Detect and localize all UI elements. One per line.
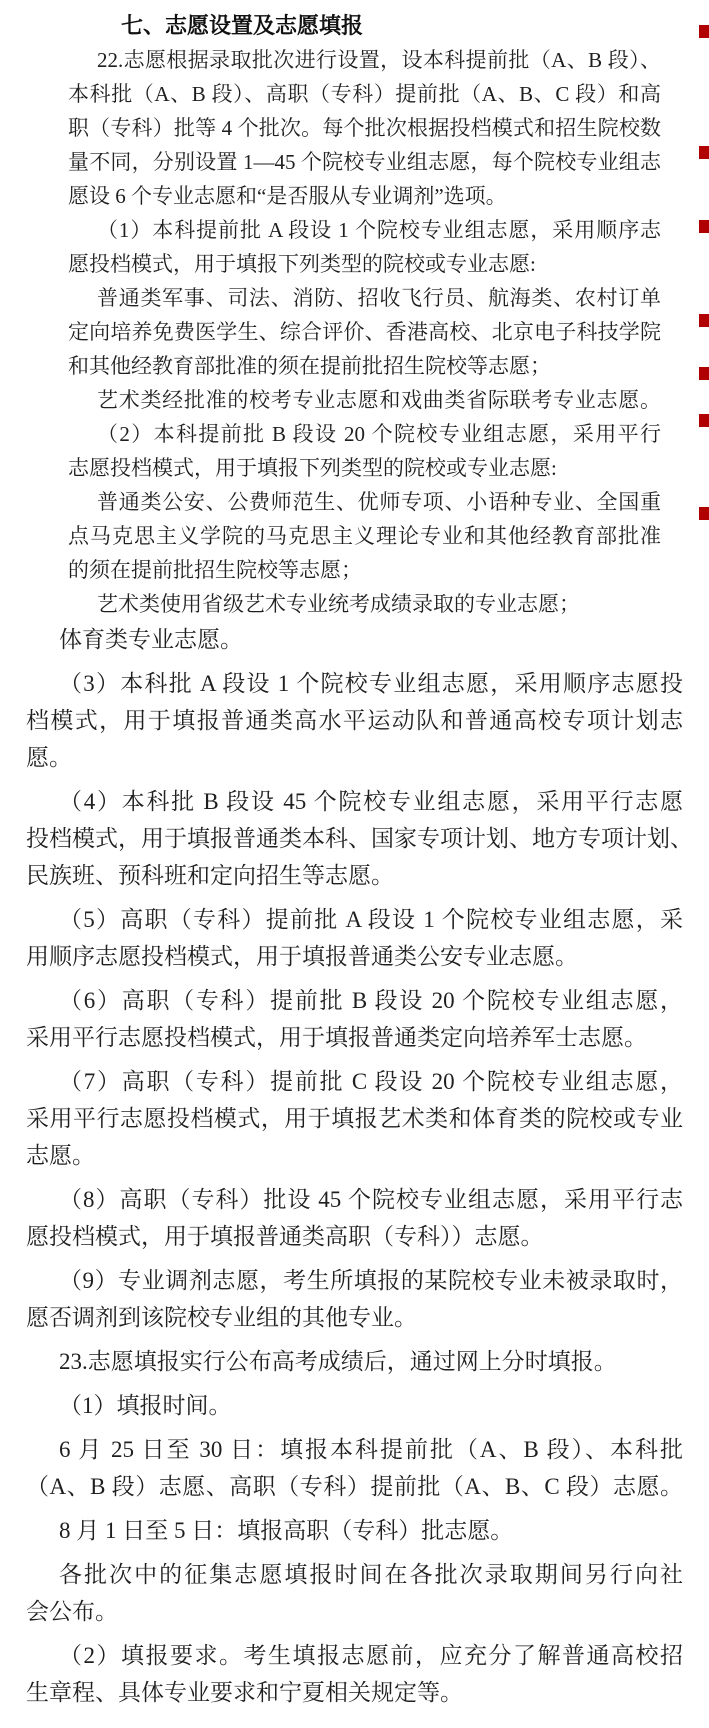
text-line: （4）本科批 B 段设 45 个院校专业组志愿，采用平行志愿 — [59, 789, 683, 814]
paragraph — [26, 1262, 683, 1336]
text-line: （5）高职（专科）提前批 A 段设 1 个院校专业组志愿，采 — [59, 907, 683, 932]
paragraph — [26, 901, 683, 975]
text-line: （A、B 段）志愿、高职（专科）提前批（A、B、C 段）志愿。 — [26, 1474, 683, 1499]
red-edge-mark — [699, 314, 709, 327]
paragraph — [26, 1431, 683, 1505]
text-line: 志愿。 — [26, 1143, 95, 1168]
red-edge-mark — [699, 146, 709, 159]
text-line: 艺术类使用省级艺术专业统考成绩录取的专业志愿； — [97, 592, 580, 616]
text-line: （8）高职（专科）批设 45 个院校专业组志愿，采用平行志 — [59, 1187, 683, 1212]
paragraph — [26, 1556, 683, 1630]
text-line: 采用平行志愿投档模式，用于填报普通类定向培养军士志愿。 — [26, 1025, 647, 1050]
red-edge-mark — [699, 414, 709, 427]
text-line: 定向培养免费医学生、综合评价、香港高校、北京电子科技学院 — [68, 320, 661, 344]
red-edge-mark — [699, 507, 709, 520]
text-line: 和其他经教育部批准的须在提前批招生院校等志愿； — [68, 354, 551, 378]
paragraph — [26, 783, 693, 894]
red-edge-mark — [699, 220, 709, 233]
section-heading: 七、志愿设置及志愿填报 — [121, 13, 364, 38]
text-line: 投档模式，用于填报普通类本科、国家专项计划、地方专项计划、 — [26, 826, 693, 851]
text-line: （2）本科提前批 B 段设 20 个院校专业组志愿，采用平行 — [97, 422, 661, 446]
paragraph — [26, 621, 683, 658]
paragraph — [26, 1181, 683, 1255]
section-lower-large-text — [26, 621, 693, 1711]
text-line: 会公布。 — [26, 1599, 118, 1624]
text-line: 6 月 25 日至 30 日：填报本科提前批（A、B 段）、本科批 — [59, 1437, 683, 1462]
text-line: 用顺序志愿投档模式，用于填报普通类公安专业志愿。 — [26, 944, 578, 969]
red-edge-mark — [699, 367, 709, 380]
text-line: （6）高职（专科）提前批 B 段设 20 个院校专业组志愿， — [59, 988, 683, 1013]
text-line: 23.志愿填报实行公布高考成绩后，通过网上分时填报。 — [59, 1349, 617, 1374]
text-line: （9）专业调剂志愿，考生所填报的某院校专业未被录取时， — [59, 1268, 683, 1293]
text-line: 愿。 — [26, 745, 72, 770]
upper-lines — [68, 43, 661, 621]
text-line: （7）高职（专科）提前批 C 段设 20 个院校专业组志愿， — [59, 1069, 683, 1094]
text-line: 普通类军事、司法、消防、招收飞行员、航海类、农村订单 — [97, 286, 661, 310]
paragraph — [26, 1063, 683, 1174]
text-line: （2）填报要求。考生填报志愿前，应充分了解普通高校招 — [59, 1643, 683, 1668]
paragraph — [26, 1343, 683, 1380]
text-line: 艺术类经批准的校考专业志愿和戏曲类省际联考专业志愿。 — [97, 388, 661, 412]
red-edge-mark — [699, 25, 709, 38]
text-line: （3）本科批 A 段设 1 个院校专业组志愿，采用顺序志愿投 — [59, 671, 683, 696]
text-line: 22.志愿根据录取批次进行设置，设本科提前批（A、B 段）、 — [97, 48, 661, 72]
text-line: 愿设 6 个专业志愿和“是否服从专业调剂”选项。 — [68, 184, 507, 208]
paragraph — [26, 1387, 683, 1424]
text-line: 职（专科）批等 4 个批次。每个批次根据投档模式和招生院校数 — [68, 116, 661, 140]
text-line: 点马克思主义学院的马克思主义理论专业和其他经教育部批准 — [68, 524, 661, 548]
text-line: （1）本科提前批 A 段设 1 个院校专业组志愿，采用顺序志 — [97, 218, 661, 242]
text-line: 8 月 1 日至 5 日：填报高职（专科）批志愿。 — [59, 1518, 514, 1543]
text-line: 普通类公安、公费师范生、优师专项、小语种专业、全国重 — [97, 490, 661, 514]
text-line: 采用平行志愿投档模式，用于填报艺术类和体育类的院校或专业 — [26, 1106, 683, 1131]
text-line: 的须在提前批招生院校等志愿； — [68, 558, 362, 582]
text-line: 愿投档模式，用于填报普通类高职（专科））志愿。 — [26, 1224, 544, 1249]
text-line: 量不同，分别设置 1—45 个院校专业组志愿，每个院校专业组志 — [68, 150, 661, 174]
text-line: 本科批（A、B 段）、高职（专科）提前批（A、B、C 段）和高 — [68, 82, 661, 106]
text-line: 愿否调剂到该院校专业组的其他专业。 — [26, 1305, 417, 1330]
paragraph — [26, 1637, 683, 1711]
text-line: 民族班、预科班和定向招生等志愿。 — [26, 863, 394, 888]
paragraph — [26, 982, 683, 1056]
text-line: 档模式，用于填报普通类高水平运动队和普通高校专项计划志 — [26, 708, 683, 733]
section-upper-small-text — [68, 0, 661, 621]
text-line: 体育类专业志愿。 — [59, 627, 243, 652]
text-line: 志愿投档模式，用于填报下列类型的院校或专业志愿: — [68, 456, 557, 480]
paragraph — [26, 665, 683, 776]
text-line: 各批次中的征集志愿填报时间在各批次录取期间另行向社 — [59, 1562, 683, 1587]
paragraph — [26, 1512, 683, 1549]
text-line: （1）填报时间。 — [59, 1393, 232, 1418]
text-line: 生章程、具体专业要求和宁夏相关规定等。 — [26, 1680, 463, 1705]
text-line: 愿投档模式，用于填报下列类型的院校或专业志愿: — [68, 252, 536, 276]
